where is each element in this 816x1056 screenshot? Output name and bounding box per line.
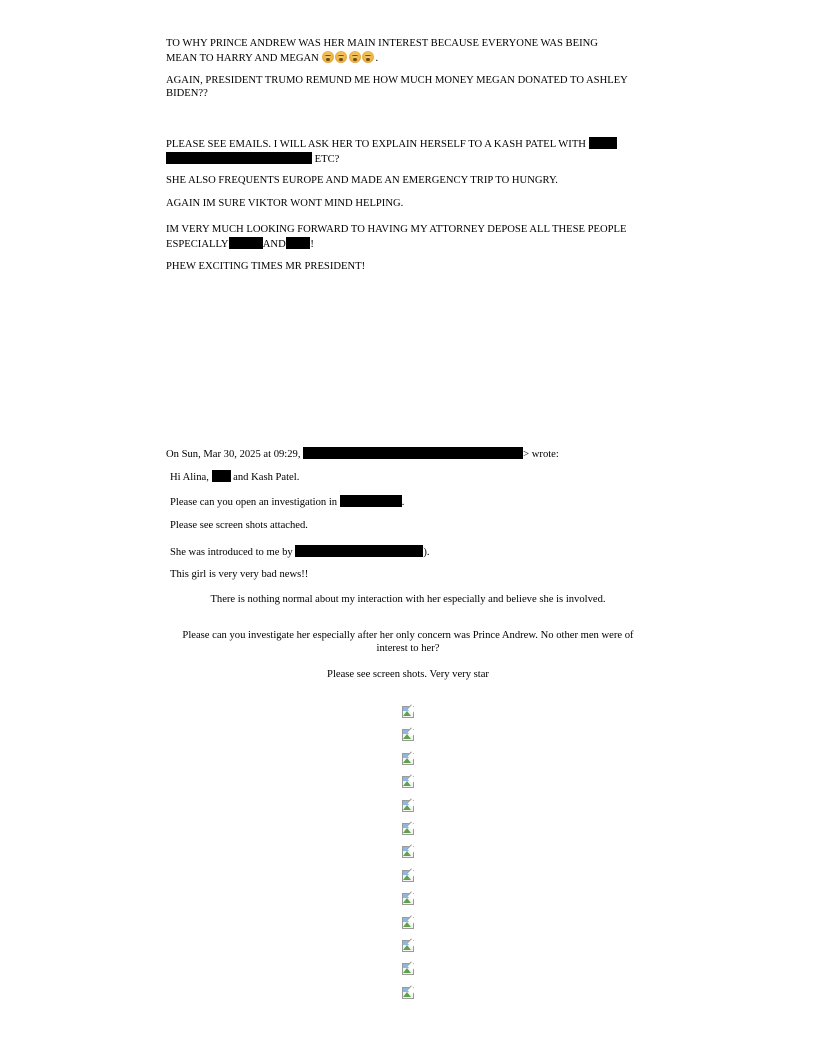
broken-image-icon bbox=[402, 987, 414, 999]
quoted-header bbox=[166, 447, 559, 462]
paragraph-5: AGAIN IM SURE VIKTOR WONT MIND HELPING. bbox=[166, 198, 404, 209]
bad-news-line: This girl is very very bad news!! bbox=[170, 569, 309, 580]
redaction-bar bbox=[589, 137, 617, 149]
broken-image-icon bbox=[402, 776, 414, 788]
paragraph-6-line-2-start: ESPECIALLY bbox=[166, 238, 229, 250]
exploding-head-icon bbox=[362, 51, 374, 63]
redaction-bar bbox=[303, 447, 523, 459]
paragraph-6-line-2-end: ! bbox=[310, 238, 314, 250]
paragraph-6-line-2-mid: AND bbox=[262, 238, 286, 250]
paragraph-4: SHE ALSO FREQUENTS EUROPE AND MADE AN EMERGENCY TRIP TO HUNGRY. bbox=[166, 175, 558, 186]
broken-image-icon bbox=[402, 800, 414, 812]
exploding-head-icon bbox=[335, 51, 347, 63]
broken-image-icon bbox=[402, 940, 414, 952]
screenshots-line: Please see screen shots attached. bbox=[170, 520, 308, 531]
broken-image-icon bbox=[402, 963, 414, 975]
centered-paragraph-2: Please can you investigate her especially after her only concern was Prince Andrew. No other men were of interest to her? bbox=[182, 630, 634, 654]
paragraph-7: PHEW EXCITING TIMES MR PRESIDENT! bbox=[166, 261, 366, 272]
broken-image-icon bbox=[402, 870, 414, 882]
broken-image-icon bbox=[402, 753, 414, 765]
redaction-bar bbox=[295, 545, 423, 557]
investigation-end: . bbox=[401, 497, 405, 508]
redaction-bar bbox=[340, 495, 402, 507]
exploding-head-icon bbox=[349, 51, 361, 63]
redaction-bar bbox=[286, 237, 310, 249]
exploding-head-icon bbox=[322, 51, 334, 63]
broken-image-icon bbox=[402, 729, 414, 741]
redaction-bar bbox=[166, 152, 312, 164]
paragraph-1 bbox=[166, 38, 656, 65]
greeting-start: Hi Alina, bbox=[170, 472, 209, 483]
quoted-header-end: > wrote: bbox=[523, 449, 559, 460]
paragraph-1-end: . bbox=[375, 52, 379, 64]
paragraph-3-line-2-end: ETC? bbox=[314, 153, 340, 165]
centered-paragraph-3: Please see screen shots. Very very star bbox=[327, 669, 489, 680]
paragraph-2-line-2: BIDEN?? bbox=[166, 87, 208, 99]
broken-image-icon bbox=[402, 917, 414, 929]
broken-image-icon bbox=[402, 846, 414, 858]
redaction-bar bbox=[212, 470, 231, 482]
introduced-line bbox=[170, 545, 430, 560]
paragraph-2 bbox=[166, 75, 656, 100]
paragraph-2-line-1: AGAIN, PRESIDENT TRUMO REMUND ME HOW MUCH MONEY MEGAN DONATED TO ASHLEY bbox=[166, 75, 628, 86]
introduced-end: ). bbox=[423, 547, 430, 558]
investigation-text: Please can you open an investigation in bbox=[170, 497, 338, 508]
centered-paragraph-1: There is nothing normal about my interaction with her especially and believe she is involved. bbox=[210, 594, 606, 605]
paragraph-6 bbox=[166, 224, 656, 251]
broken-image-icon bbox=[402, 823, 414, 835]
redaction-bar bbox=[229, 237, 263, 249]
paragraph-3 bbox=[166, 137, 656, 166]
paragraph-6-line-1: IM VERY MUCH LOOKING FORWARD TO HAVING MY ATTORNEY DEPOSE ALL THESE PEOPLE bbox=[166, 224, 627, 235]
paragraph-3-line-1: PLEASE SEE EMAILS. I WILL ASK HER TO EXPLAIN HERSELF TO A KASH PATEL WITH bbox=[166, 139, 586, 150]
investigation-line bbox=[170, 495, 404, 510]
broken-image-icon bbox=[402, 706, 414, 718]
broken-image-icon bbox=[402, 893, 414, 905]
paragraph-1-line-2: MEAN TO HARRY AND MEGAN bbox=[166, 52, 319, 64]
quoted-header-start: On Sun, Mar 30, 2025 at 09:29, bbox=[166, 449, 301, 460]
introduced-text: She was introduced to me by bbox=[170, 547, 293, 558]
greeting-line bbox=[170, 470, 299, 485]
paragraph-1-line-1: TO WHY PRINCE ANDREW WAS HER MAIN INTEREST BECAUSE EVERYONE WAS BEING bbox=[166, 38, 598, 49]
greeting-end: and Kash Patel. bbox=[233, 472, 300, 483]
